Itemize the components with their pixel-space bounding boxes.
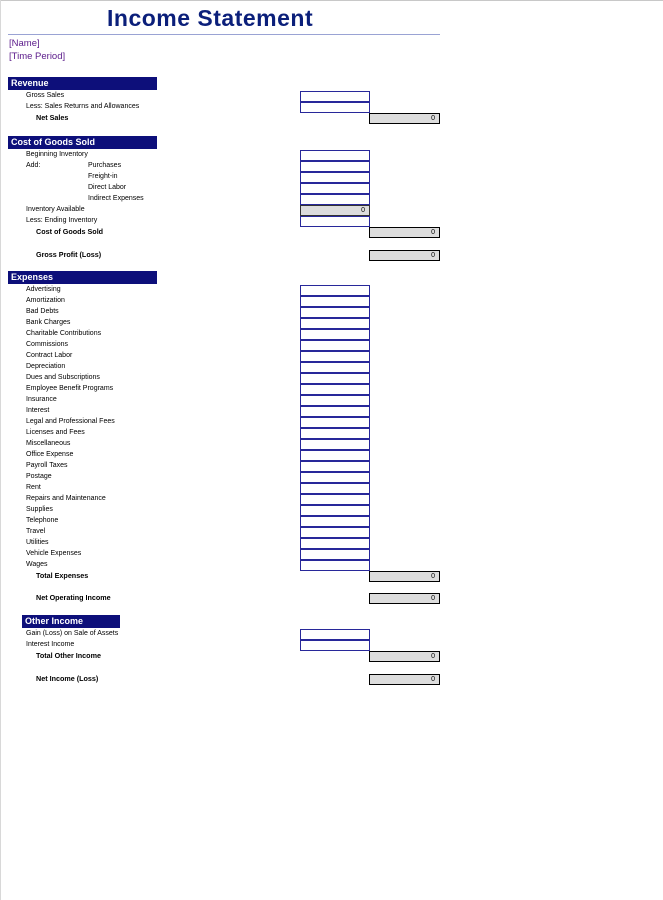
cogs-total: 0 [369,227,440,238]
expense-label: Amortization [26,297,65,304]
expense-label: Bank Charges [26,319,71,326]
direct-labor-input[interactable] [300,183,370,194]
expense-input[interactable] [300,461,370,472]
total-other-income-label: Total Other Income [36,651,101,660]
expense-label: Payroll Taxes [26,462,68,469]
expense-label: Contract Labor [26,352,73,359]
total-other-income: 0 [369,651,440,662]
page-title: Income Statement [107,5,314,31]
expense-input[interactable] [300,307,370,318]
expense-input[interactable] [300,505,370,516]
expense-input[interactable] [300,318,370,329]
gross-sales-input[interactable] [300,91,370,102]
expense-label: Charitable Contributions [26,330,102,337]
purchases-input[interactable] [300,161,370,172]
expense-input[interactable] [300,538,370,549]
expense-input[interactable] [300,417,370,428]
name-placeholder[interactable]: [Name] [9,38,40,49]
expense-label: Advertising [26,286,61,293]
expense-input[interactable] [300,296,370,307]
expense-input[interactable] [300,450,370,461]
expense-label: Interest [26,407,50,414]
expense-label: Office Expense [26,451,74,458]
total-expenses: 0 [369,571,440,582]
net-sales-label: Net Sales [36,113,69,122]
expense-input[interactable] [300,395,370,406]
expense-input[interactable] [300,285,370,296]
expense-label: Repairs and Maintenance [26,495,106,502]
gross-sales-label: Gross Sales [26,92,65,99]
expense-input[interactable] [300,494,370,505]
indirect-expenses-input[interactable] [300,194,370,205]
expense-label: Bad Debts [26,308,59,315]
expense-label: Travel [26,528,46,535]
ending-inventory-label: Less: Ending Inventory [26,217,98,224]
page-left-border [0,0,1,900]
time-period-placeholder[interactable]: [Time Period] [9,51,66,62]
net-income-label: Net Income (Loss) [36,674,99,683]
total-expenses-label: Total Expenses [36,571,89,580]
expense-input[interactable] [300,329,370,340]
revenue-heading: Revenue [8,77,157,90]
expense-input[interactable] [300,483,370,494]
expense-input[interactable] [300,406,370,417]
expense-label: Insurance [26,396,57,403]
expense-input[interactable] [300,472,370,483]
page-top-border [0,0,663,1]
cogs-total-label: Cost of Goods Sold [36,227,104,236]
expenses-heading: Expenses [8,271,157,284]
expense-input[interactable] [300,516,370,527]
expense-input[interactable] [300,373,370,384]
gain-loss-label: Gain (Loss) on Sale of Assets [26,630,119,637]
gross-profit-label: Gross Profit (Loss) [36,250,102,259]
sales-returns-input[interactable] [300,102,370,113]
freight-in-label: Freight-in [88,173,118,180]
expense-label: Commissions [26,341,69,348]
expense-label: Rent [26,484,41,491]
add-label: Add: [26,162,41,169]
net-operating-income-label: Net Operating Income [36,593,111,602]
gain-loss-input[interactable] [300,629,370,640]
direct-labor-label: Direct Labor [88,184,127,191]
expense-label: Dues and Subscriptions [26,374,100,381]
expense-input[interactable] [300,340,370,351]
expense-label: Vehicle Expenses [26,550,82,557]
title-rule [8,34,440,35]
net-sales-total: 0 [369,113,440,124]
expense-label: Licenses and Fees [26,429,85,436]
net-operating-income-total: 0 [369,593,440,604]
gross-profit-total: 0 [369,250,440,261]
expense-input[interactable] [300,428,370,439]
expense-label: Telephone [26,517,59,524]
inventory-available-total: 0 [300,205,370,216]
ending-inventory-input[interactable] [300,216,370,227]
expense-label: Employee Benefit Programs [26,385,114,392]
expense-label: Legal and Professional Fees [26,418,115,425]
freight-in-input[interactable] [300,172,370,183]
expense-input[interactable] [300,362,370,373]
other-income-heading: Other Income [22,615,120,628]
interest-income-input[interactable] [300,640,370,651]
cogs-heading: Cost of Goods Sold [8,136,157,149]
expense-input[interactable] [300,560,370,571]
expense-label: Wages [26,561,48,568]
expense-label: Miscellaneous [26,440,71,447]
expense-input[interactable] [300,384,370,395]
expense-label: Postage [26,473,52,480]
expense-input[interactable] [300,549,370,560]
expense-input[interactable] [300,351,370,362]
expense-input[interactable] [300,527,370,538]
inventory-available-label: Inventory Available [26,206,85,213]
expense-label: Depreciation [26,363,66,370]
beginning-inventory-input[interactable] [300,150,370,161]
interest-income-label: Interest Income [26,641,75,648]
expense-label: Supplies [26,506,53,513]
indirect-expenses-label: Indirect Expenses [88,195,144,202]
expense-input[interactable] [300,439,370,450]
purchases-label: Purchases [88,162,122,169]
expense-label: Utilities [26,539,49,546]
sales-returns-label: Less: Sales Returns and Allowances [26,103,140,110]
net-income-total: 0 [369,674,440,685]
beginning-inventory-label: Beginning Inventory [26,151,88,158]
